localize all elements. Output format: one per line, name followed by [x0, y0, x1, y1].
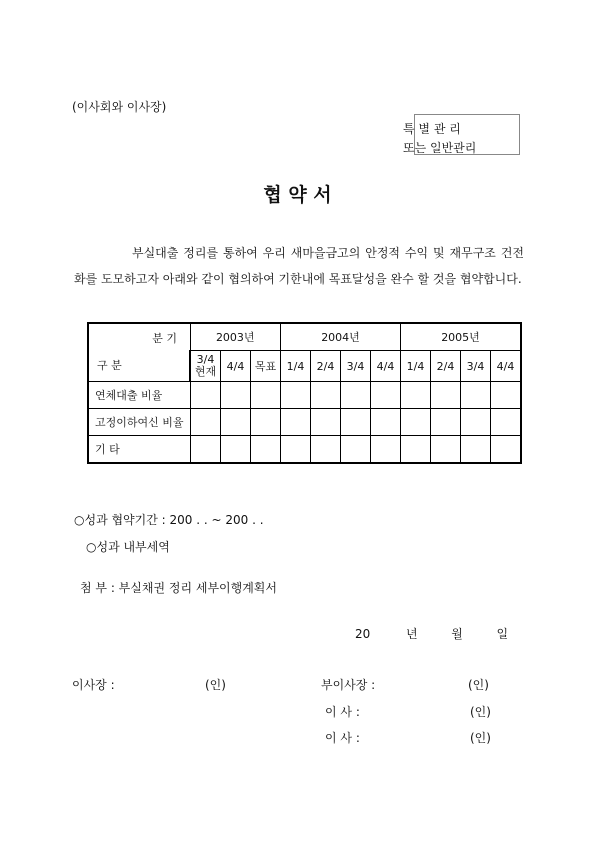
quarter-header: 3/4 — [461, 351, 491, 382]
director-seal-2: (인) — [470, 731, 491, 745]
quarter-header: 1/4 — [401, 351, 431, 382]
corner-quarter-label: 분 기 — [152, 332, 177, 345]
table-cell[interactable] — [281, 409, 311, 436]
date-line — [355, 625, 508, 642]
table-cell[interactable] — [461, 436, 491, 464]
date-year-prefix: 20 — [355, 627, 371, 641]
director-seal-1: (인) — [470, 705, 491, 719]
row-label-delinquency: 연체대출 비율 — [88, 382, 190, 409]
table-cell[interactable] — [371, 436, 401, 464]
table-cell[interactable] — [190, 436, 221, 464]
table-cell[interactable] — [401, 409, 431, 436]
vice-chairman-seal: (인) — [468, 678, 489, 692]
table-cell[interactable] — [251, 436, 281, 464]
internal-details: ○성과 내부세역 — [86, 540, 170, 554]
table-cell[interactable] — [371, 382, 401, 409]
table-cell[interactable] — [401, 382, 431, 409]
quarter-header: 2/4 — [431, 351, 461, 382]
attachment-note: 첨 부 : 부실채권 정리 세부이행계획서 — [80, 581, 277, 595]
table-cell[interactable] — [281, 382, 311, 409]
table-cell[interactable] — [461, 382, 491, 409]
agreement-body — [74, 240, 524, 292]
table-cell[interactable] — [341, 382, 371, 409]
quarter-header: 4/4 — [221, 351, 251, 382]
row-label-other: 기 타 — [88, 436, 190, 464]
management-type-box — [403, 114, 518, 155]
table-cell[interactable] — [491, 382, 522, 409]
quarter-header: 4/4 — [491, 351, 522, 382]
table-cell[interactable] — [311, 436, 341, 464]
target-table — [87, 322, 522, 464]
quarter-2003-3-label: 3/4 현재 — [194, 353, 217, 378]
header-note: (이사회와 이사장) — [72, 100, 167, 114]
quarter-header: 1/4 — [281, 351, 311, 382]
table-cell[interactable] — [221, 436, 251, 464]
row-label-substandard: 고정이하여신 비율 — [88, 409, 190, 436]
agreement-period: ○성과 협약기간 : 200 . . ~ 200 . . — [74, 513, 264, 527]
chairman-label: 이사장 : — [72, 678, 115, 692]
vice-chairman-label: 부이사장 : — [321, 678, 376, 692]
table-cell[interactable] — [311, 382, 341, 409]
table-cell[interactable] — [190, 409, 221, 436]
table-cell[interactable] — [431, 382, 461, 409]
chairman-seal: (인) — [205, 678, 226, 692]
table-row — [88, 436, 521, 464]
table-cell[interactable] — [341, 409, 371, 436]
quarter-header: 3/4 — [341, 351, 371, 382]
table-cell[interactable] — [401, 436, 431, 464]
management-type-general: 또는 일반관리 — [403, 141, 477, 155]
corner-category-label: 구 분 — [97, 359, 122, 372]
table-cell[interactable] — [251, 409, 281, 436]
table-corner-cell — [88, 323, 190, 382]
table-cell[interactable] — [491, 436, 522, 464]
table-cell[interactable] — [491, 409, 522, 436]
table-cell[interactable] — [311, 409, 341, 436]
quarter-header: 4/4 — [371, 351, 401, 382]
table-row — [88, 382, 521, 409]
quarter-header — [190, 351, 221, 382]
date-year-unit: 년 — [405, 627, 418, 641]
table-cell[interactable] — [281, 436, 311, 464]
table-cell[interactable] — [251, 382, 281, 409]
director-label-2: 이 사 : — [325, 731, 360, 745]
table-cell[interactable] — [221, 409, 251, 436]
quarter-header: 2/4 — [311, 351, 341, 382]
table-cell[interactable] — [431, 409, 461, 436]
quarter-header: 목표 — [251, 351, 281, 382]
table-cell[interactable] — [221, 382, 251, 409]
year-header-2004: 2004년 — [281, 323, 401, 351]
table-cell[interactable] — [371, 409, 401, 436]
table-row — [88, 409, 521, 436]
table-cell[interactable] — [190, 382, 221, 409]
management-type-special: 특 별 관 리 — [403, 122, 461, 136]
year-header-2003: 2003년 — [190, 323, 281, 351]
date-month-unit: 월 — [451, 627, 463, 641]
table-cell[interactable] — [341, 436, 371, 464]
table-cell[interactable] — [461, 409, 491, 436]
director-label-1: 이 사 : — [325, 705, 360, 719]
document-title: 협 약 서 — [263, 184, 332, 206]
table-cell[interactable] — [431, 436, 461, 464]
date-day-unit: 일 — [496, 627, 509, 641]
year-header-2005: 2005년 — [401, 323, 522, 351]
agreement-body-text: 부실대출 정리를 통하여 우리 새마을금고의 안정적 수익 및 재무구조 건전화를 도모하고자 아래와 같이 협의하여 기한내에 목표달성을 완수 할 것을 협약합니다. — [74, 246, 524, 286]
